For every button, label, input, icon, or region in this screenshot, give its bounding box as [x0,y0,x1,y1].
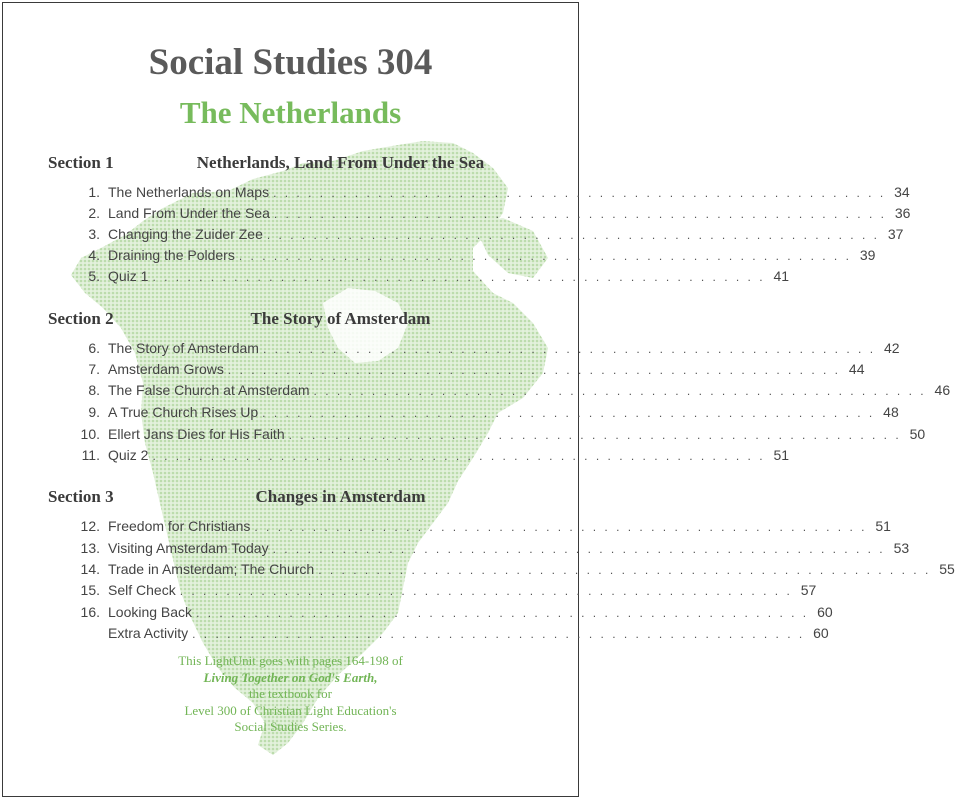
item-number: 13. [80,540,100,556]
toc-row [73,242,876,263]
item-number: 3. [88,226,100,242]
section-3-title: Changes in Amsterdam [255,487,426,506]
dot-leader: . . . . . . . . . . . . . . . . . . . . . . . . . . . . . . . . . . . . . . . . . . . . . . . . . . . . . [152,449,766,463]
toc-row [73,179,910,200]
toc-row [73,442,790,463]
item-title: Visiting Amsterdam Today [108,540,269,556]
dot-leader: . . . . . . . . . . . . . . . . . . . . . . . . . . . . . . . . . . . . . . . . . . . . . . . . . . . . . [196,606,809,620]
item-title: The Netherlands on Maps [108,184,270,200]
item-number: 1. [88,184,100,200]
item-page: 51 [875,518,891,534]
note-line-4: Level 300 of Christian Light Education's [184,702,397,718]
workbook-page [2,2,955,797]
section-1-title: Netherlands, Land From Under the Sea [196,153,485,172]
item-number: 2. [88,205,100,221]
dot-leader: . . . . . . . . . . . . . . . . . . . . . . . . . . . . . . . . . . . . . . . . . . . . . . . . . . . . . [192,627,805,641]
section-3-label: Section 3 [48,487,114,506]
item-page: 57 [800,582,817,598]
item-title: Trade in Amsterdam; The Church [108,561,315,577]
item-page: 50 [909,426,926,442]
dot-leader: . . . . . . . . . . . . . . . . . . . . . . . . . . . . . . . . . . . . . . . . . . . . . . . . . . . . . [254,520,867,534]
dot-leader: . . . . . . . . . . . . . . . . . . . . . . . . . . . . . . . . . . . . . . . . . . . . . . . . . . . . . [288,428,902,442]
toc-row [73,620,829,641]
item-number: 4. [88,247,100,263]
item-title: Looking Back [108,604,193,620]
toc-row [73,356,865,377]
toc-row [73,535,910,556]
dot-leader: . . . . . . . . . . . . . . . . . . . . . . . . . . . . . . . . . . . . . . . . . . . . . . . . . . . . . [272,542,886,556]
dot-leader: . . . . . . . . . . . . . . . . . . . . . . . . . . . . . . . . . . . . . . . . . . . . . . . . . . . . . [313,384,927,398]
item-page: 36 [894,205,911,221]
toc-row [73,399,899,420]
item-title: The Story of Amsterdam [108,340,259,356]
item-title: Land From Under the Sea [108,205,270,221]
item-number: 6. [88,340,100,356]
item-title: Draining the Polders [108,247,235,263]
section-2-title: The Story of Amsterdam [250,309,431,328]
dot-leader: . . . . . . . . . . . . . . . . . . . . . . . . . . . . . . . . . . . . . . . . . . . . . . . . . . . . . [273,207,887,221]
dot-leader: . . . . . . . . . . . . . . . . . . . . . . . . . . . . . . . . . . . . . . . . . . . . . . . . . . . . . [238,249,852,263]
toc-row [73,513,891,534]
item-number: 5. [88,268,100,284]
note-line-1: This LightUnit goes with pages 164-198 of [178,653,403,668]
item-page: 44 [848,361,865,377]
toc-row [73,263,790,284]
item-page: 37 [887,226,904,242]
item-page: 60 [817,604,833,620]
item-page: 42 [883,340,900,356]
dot-leader: . . . . . . . . . . . . . . . . . . . . . . . . . . . . . . . . . . . . . . . . . . . . . . . . . . . . . [273,186,886,200]
toc-row [73,377,951,398]
dot-leader: . . . . . . . . . . . . . . . . . . . . . . . . . . . . . . . . . . . . . . . . . . . . . . . . . . . . . [318,563,931,577]
note-line-2 [3,670,578,687]
note-line-3: the textbook for [248,686,333,701]
dot-leader: . . . . . . . . . . . . . . . . . . . . . . . . . . . . . . . . . . . . . . . . . . . . . . . . . . . . . [227,363,841,377]
toc-row [73,577,817,598]
note-line-5: Social Studies Series. [234,719,347,734]
item-title: Ellert Jans Dies for His Faith [108,426,285,442]
toc-row [73,200,911,221]
toc-row [73,335,900,356]
dot-leader: . . . . . . . . . . . . . . . . . . . . . . . . . . . . . . . . . . . . . . . . . . . . . . . . . . . . . [262,406,875,420]
textbook-note [3,653,578,736]
item-title: The False Church at Amsterdam [108,382,310,398]
item-page: 46 [934,382,951,398]
item-page: 34 [894,184,910,200]
item-number: 9. [88,404,100,420]
dot-leader: . . . . . . . . . . . . . . . . . . . . . . . . . . . . . . . . . . . . . . . . . . . . . . . . . . . . . [179,584,793,598]
item-number: 8. [88,382,100,398]
dot-leader: . . . . . . . . . . . . . . . . . . . . . . . . . . . . . . . . . . . . . . . . . . . . . . . . . . . . . [266,228,880,242]
item-number: 14. [80,561,100,577]
item-page: 53 [893,540,910,556]
item-page: 48 [883,404,899,420]
toc-row [73,221,904,242]
item-title: Freedom for Christians [108,518,251,534]
item-number: 12. [80,518,100,534]
page-subtitle: The Netherlands [179,95,402,130]
item-title: Self Check [108,582,176,598]
item-title: Quiz 1 [108,268,149,284]
item-number: 11. [81,447,100,463]
item-page: 55 [939,561,955,577]
item-title: Quiz 2 [108,447,149,463]
item-page: 39 [859,247,876,263]
item-title: A True Church Rises Up [108,404,259,420]
item-page: 60 [813,625,829,641]
item-number: 16. [80,604,100,620]
item-page: 41 [773,268,790,284]
section-2-label: Section 2 [48,309,114,328]
dot-leader: . . . . . . . . . . . . . . . . . . . . . . . . . . . . . . . . . . . . . . . . . . . . . . . . . . . . . [262,342,876,356]
toc-row [73,599,833,620]
dot-leader: . . . . . . . . . . . . . . . . . . . . . . . . . . . . . . . . . . . . . . . . . . . . . . . . . . . . . [152,270,766,284]
item-title: Extra Activity [108,625,189,641]
item-number: 15. [80,582,100,598]
item-number: 7. [88,361,100,377]
section-1-label: Section 1 [48,153,114,172]
toc-row [73,421,926,442]
page-title: Social Studies 304 [148,42,433,83]
item-title: Changing the Zuider Zee [108,226,263,242]
item-number: 10. [80,426,100,442]
item-page: 51 [773,447,790,463]
toc-row [73,556,955,577]
textbook-title: Living Together on God's Earth, [203,669,378,685]
item-title: Amsterdam Grows [108,361,224,377]
